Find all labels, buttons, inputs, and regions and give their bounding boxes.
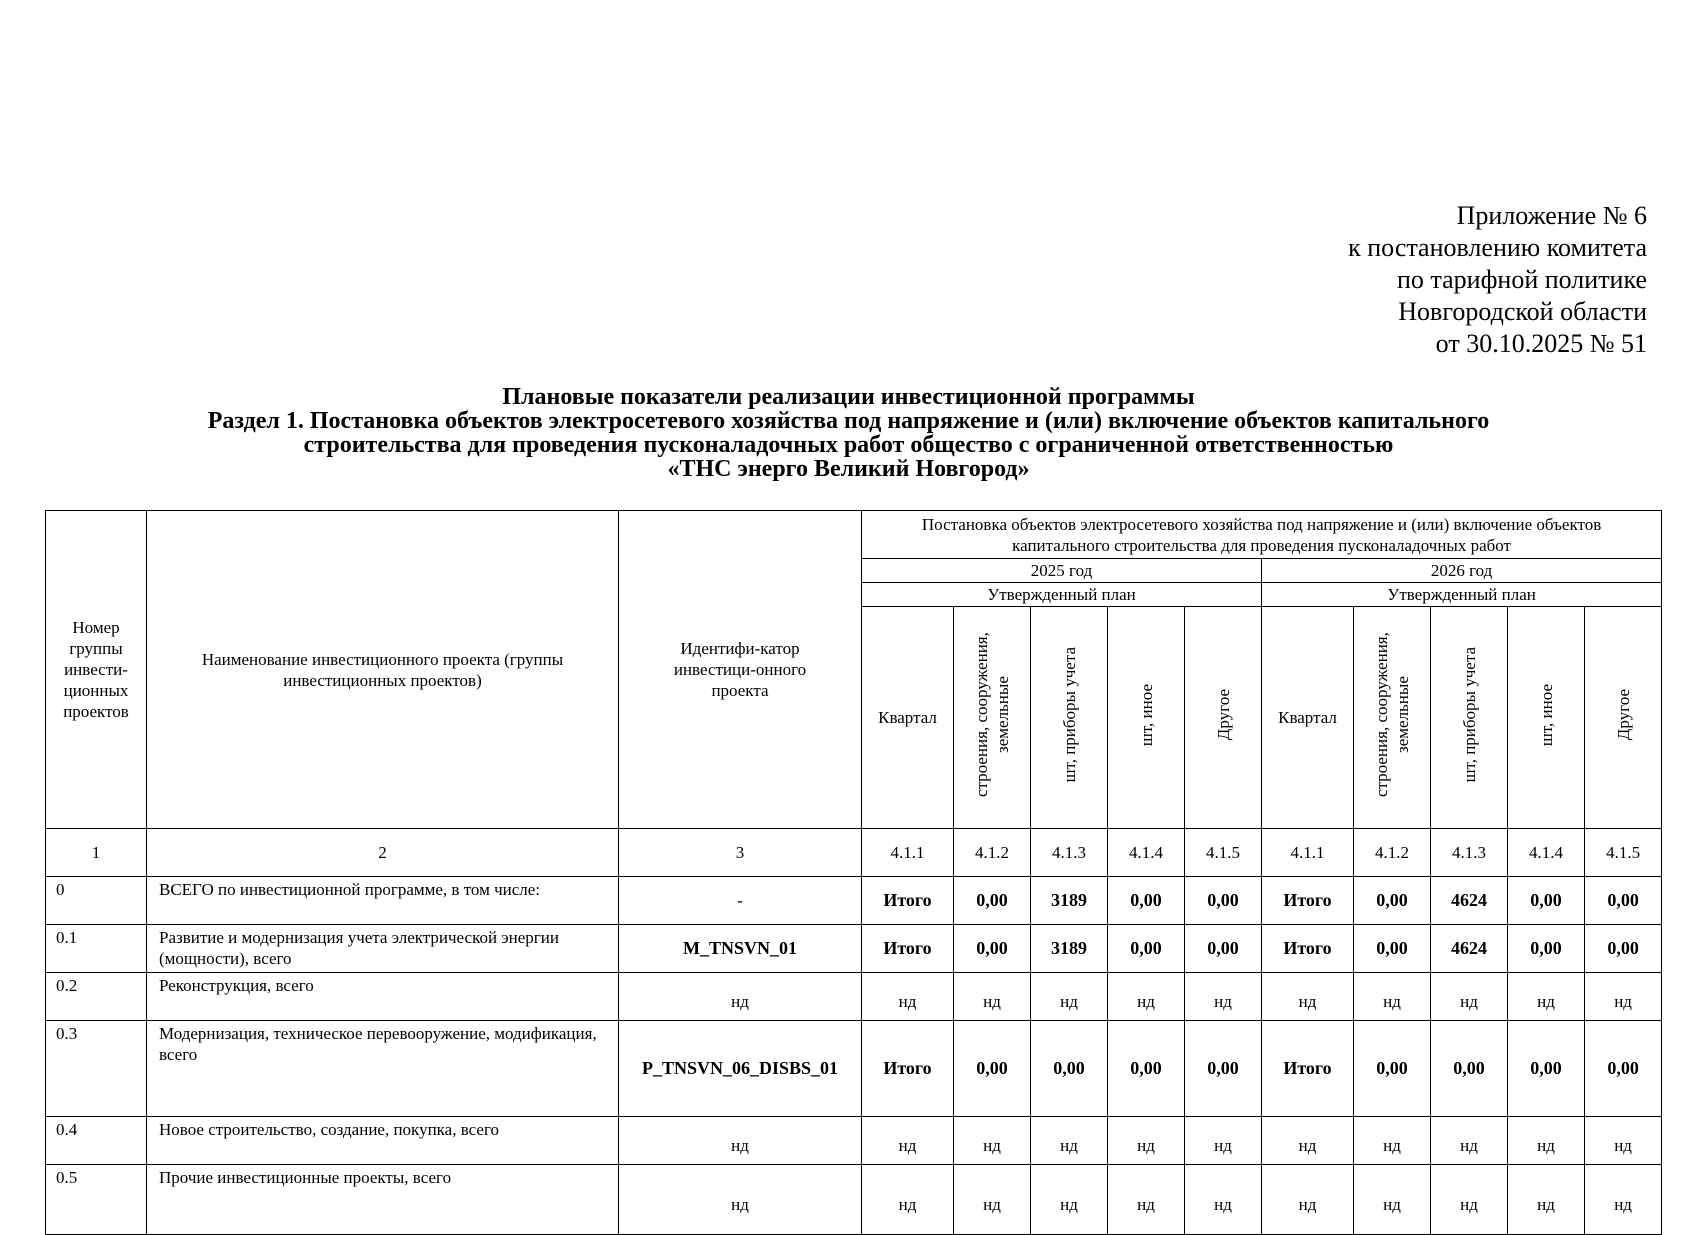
row-value: Итого [862,1021,954,1117]
row-value: 0,00 [1108,877,1185,925]
row-value: 0,00 [954,1021,1031,1117]
row-value: нд [1108,973,1185,1021]
column-number: 4.1.4 [1508,829,1585,877]
row-identifier: - [619,877,862,925]
table-row [46,925,1662,973]
row-value: нд [1585,973,1662,1021]
table-row [46,973,1662,1021]
row-identifier: нд [619,973,862,1021]
column-number: 4.1.1 [862,829,954,877]
table-row [46,877,1662,925]
row-value: нд [1508,1117,1585,1165]
row-value: Итого [1262,1021,1354,1117]
column-number: 4.1.5 [1185,829,1262,877]
appendix-line: от 30.10.2025 № 51 [1435,329,1647,358]
header-main: Постановка объектов электросетевого хозяйства под напряжение и (или) включение объектов капитального строительства для проведения пусконаладочных работ [862,511,1662,559]
row-value: нд [954,973,1031,1021]
row-number: 0.5 [46,1165,147,1235]
header-year-2026: 2026 год [1262,559,1662,583]
row-value: 0,00 [1354,877,1431,925]
subheader-buildings [954,607,1031,829]
row-value: 0,00 [1354,1021,1431,1117]
subheader-other [1185,607,1262,829]
row-name: Модернизация, техническое перевооружение, модификация, всего [147,1021,619,1117]
column-number-row [46,829,1662,877]
row-value: Итого [1262,877,1354,925]
header-group-number: Номер группы инвести-ционных проектов [46,511,147,829]
row-identifier: нд [619,1117,862,1165]
row-value: нд [1262,1117,1354,1165]
subheader-other-text: Другое [1213,689,1233,741]
row-number: 0 [46,877,147,925]
row-value: 4624 [1431,877,1508,925]
row-name: Реконструкция, всего [147,973,619,1021]
subheader-other-pcs-text: шт, иное [1136,683,1156,747]
row-value: 0,00 [1108,1021,1185,1117]
row-value: 0,00 [954,925,1031,973]
column-number: 4.1.1 [1262,829,1354,877]
header-project-id: Идентифи-катор инвестици-онного проекта [619,511,862,829]
row-value: нд [1108,1165,1185,1235]
appendix-line: по тарифной политике [1397,265,1647,294]
row-value: 0,00 [1508,925,1585,973]
column-number: 4.1.3 [1431,829,1508,877]
row-value: 0,00 [1185,877,1262,925]
row-value: 0,00 [1508,877,1585,925]
row-value: нд [862,1117,954,1165]
row-value: нд [1262,1165,1354,1235]
header-year-2025: 2025 год [862,559,1262,583]
row-value: 0,00 [1585,925,1662,973]
title-line: «ТНС энерго Великий Новгород» [667,456,1030,482]
subheader-quarter: Квартал [862,607,954,829]
row-value: нд [954,1165,1031,1235]
appendix-line: Новгородской области [1398,297,1647,326]
subheader-buildings-text: строения, сооружения, земельные [1372,632,1412,798]
row-value: нд [1354,973,1431,1021]
document-title [40,385,1657,481]
subheader-meters-text: шт, приборы учета [1459,647,1479,783]
row-value: нд [1108,1117,1185,1165]
header-project-name: Наименование инвестиционного проекта (группы инвестиционных проектов) [147,511,619,829]
subheader-meters [1031,607,1108,829]
row-value: нд [1031,1117,1108,1165]
subheader-other-text: Другое [1613,689,1633,741]
row-value: нд [1508,973,1585,1021]
row-value: 0,00 [1031,1021,1108,1117]
header-plan-2025: Утвержденный план [862,583,1262,607]
column-number: 2 [147,829,619,877]
subheader-meters [1431,607,1508,829]
investment-plan-table [45,510,1662,1235]
row-number: 0.1 [46,925,147,973]
title-line: Раздел 1. Постановка объектов электросетевого хозяйства под напряжение и (или) включение объектов капитального [207,408,1490,434]
row-name: ВСЕГО по инвестиционной программе, в том числе: [147,877,619,925]
table-row [46,1021,1662,1117]
subheader-meters-text: шт, приборы учета [1059,647,1079,783]
subheader-quarter: Квартал [1262,607,1354,829]
row-value: нд [1185,1117,1262,1165]
row-value: 0,00 [1431,1021,1508,1117]
column-number: 4.1.4 [1108,829,1185,877]
row-value: 0,00 [1108,925,1185,973]
column-number: 4.1.2 [1354,829,1431,877]
row-identifier: нд [619,1165,862,1235]
row-value: нд [1031,973,1108,1021]
row-number: 0.3 [46,1021,147,1117]
column-number: 3 [619,829,862,877]
row-value: Итого [862,925,954,973]
row-value: нд [1031,1165,1108,1235]
subheader-other-pcs [1508,607,1585,829]
row-identifier: M_TNSVN_01 [619,925,862,973]
row-value: 0,00 [1185,925,1262,973]
row-number: 0.4 [46,1117,147,1165]
subheader-other [1585,607,1662,829]
subheader-other-pcs [1108,607,1185,829]
row-name: Развитие и модернизация учета электрической энергии (мощности), всего [147,925,619,973]
row-value: нд [1431,1117,1508,1165]
header-plan-2026: Утвержденный план [1262,583,1662,607]
subheader-other-pcs-text: шт, иное [1536,683,1556,747]
row-value: 3189 [1031,877,1108,925]
row-value: 0,00 [1585,877,1662,925]
row-value: нд [862,973,954,1021]
row-value: 4624 [1431,925,1508,973]
row-value: нд [1431,973,1508,1021]
table-body [46,877,1662,1235]
row-name: Новое строительство, создание, покупка, всего [147,1117,619,1165]
row-value: нд [1431,1165,1508,1235]
row-value: нд [862,1165,954,1235]
row-value: нд [1185,1165,1262,1235]
appendix-line: Приложение № 6 [1456,201,1647,230]
title-line: Плановые показатели реализации инвестиционной программы [502,384,1195,410]
row-value: 0,00 [1585,1021,1662,1117]
row-name: Прочие инвестиционные проекты, всего [147,1165,619,1235]
row-value: нд [1262,973,1354,1021]
column-number: 4.1.3 [1031,829,1108,877]
column-number: 4.1.2 [954,829,1031,877]
title-line: строительства для проведения пусконаладочных работ общество с ограниченной ответственностью [303,432,1394,458]
table-row [46,1117,1662,1165]
column-number: 4.1.5 [1585,829,1662,877]
row-value: нд [1585,1117,1662,1165]
row-value: нд [1508,1165,1585,1235]
row-identifier: P_TNSVN_06_DISBS_01 [619,1021,862,1117]
column-number: 1 [46,829,147,877]
row-value: 0,00 [1508,1021,1585,1117]
row-value: Итого [862,877,954,925]
subheader-buildings [1354,607,1431,829]
appendix-block [1348,200,1647,360]
appendix-line: к постановлению комитета [1348,233,1647,262]
row-value: 0,00 [1185,1021,1262,1117]
row-value: нд [1185,973,1262,1021]
row-value: нд [1585,1165,1662,1235]
row-value: Итого [1262,925,1354,973]
row-value: 0,00 [954,877,1031,925]
row-value: нд [1354,1165,1431,1235]
row-value: 0,00 [1354,925,1431,973]
row-number: 0.2 [46,973,147,1021]
row-value: нд [954,1117,1031,1165]
subheader-buildings-text: строения, сооружения, земельные [972,632,1012,798]
row-value: нд [1354,1117,1431,1165]
row-value: 3189 [1031,925,1108,973]
